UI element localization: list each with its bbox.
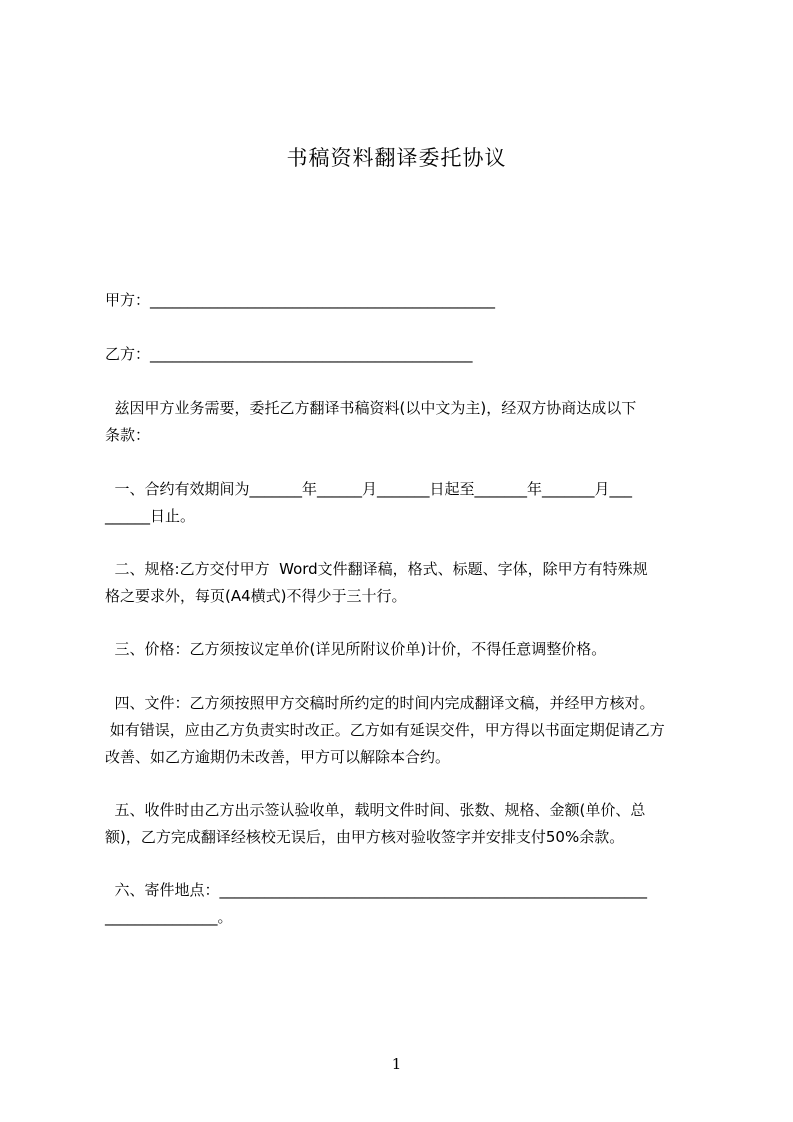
intro-line-2: 条款： [105, 426, 151, 444]
clause2-line-1: 二、规格:乙方交付甲方 Word文件翻译稿，格式、标题、字体，除甲方有特殊规 [105, 560, 648, 578]
clause1-line-1: 一、合约有效期间为_______年______月_______日起至_______年_______月___ [105, 480, 633, 498]
document-title: 书稿资料翻译委托协议 [286, 146, 507, 170]
party-a-line: 甲方：______________________________________________ [105, 291, 496, 309]
clause5-line-1: 五、收件时由乙方出示签认验收单，载明文件时间、张数、规格、金额(单价、总 [105, 801, 646, 819]
clause2-line-2: 格之要求外，每页(A4横式)不得少于三十行。 [105, 587, 407, 605]
intro-line-1: 兹因甲方业务需要，委托乙方翻译书稿资料(以中文为主)，经双方协商达成以下 [105, 399, 637, 417]
clause4-line-3: 改善、如乙方逾期仍未改善，甲方可以解除本合约。 [105, 748, 451, 766]
clause5-line-2: 额)，乙方完成翻译经核校无误后，由甲方核对验收签字并安排支付50%余款。 [105, 828, 625, 846]
party-b-line: 乙方：___________________________________________ [105, 345, 473, 363]
clause4-line-1: 四、文件：乙方须按照甲方交稿时所约定的时间内完成翻译文稿，并经甲方核对。 [105, 694, 655, 712]
clause4-line-2: 如有错误，应由乙方负责实时改正。乙方如有延误交件，甲方得以书面定期促请乙方 [105, 721, 665, 739]
clause1-line-2: ______日止。 [105, 507, 196, 525]
clause3-line-1: 三、价格：乙方须按议定单价(详见所附议价单)计价，不得任意调整价格。 [105, 640, 607, 658]
clause6-line-1: 六、寄件地点：_________________________________________________________ [105, 881, 648, 899]
clause6-line-2: _______________。 [105, 908, 233, 926]
page-number: 1 [391, 1055, 402, 1073]
